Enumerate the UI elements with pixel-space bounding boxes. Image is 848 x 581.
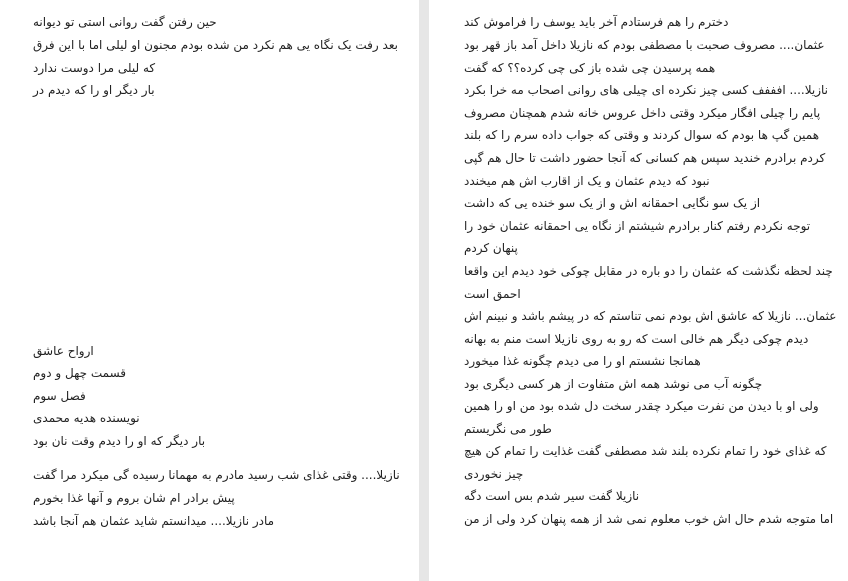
left-page: [0, 0, 419, 581]
right-page: [429, 0, 848, 581]
text-line: چند لحظه نگذشت که عثمان را دو باره در مقابل چوکی خود دیدم این واقعا: [464, 264, 833, 278]
text-line: نازیلا.... وقتی غذای شب رسید مادرم به مهمانا رسیده گی میکرد مرا گفت: [33, 468, 400, 482]
episode-label: قسمت چهل و دوم: [33, 366, 127, 380]
text-line: پیش برادر ام شان بروم و آنها غذا بخورم: [33, 491, 235, 505]
text-line: بعد رفت یک نگاه یی هم نکرد من شده بودم مجنون او لیلی اما با این فرق: [33, 38, 398, 52]
text-line: کردم برادرم خندید سپس هم کسانی که آنجا حضور داشت تا حال هم گپی: [464, 151, 826, 165]
story-title: ارواح عاشق: [33, 344, 94, 358]
text-line: بار دیگر که او را دیدم وقت نان بود: [33, 434, 206, 448]
text-line: بار دیگر او را که دیدم در: [33, 83, 155, 97]
text-line: عثمان.... مصروف صحبت با مصطفی بودم که نازیلا داخل آمد باز قهر بود: [464, 38, 825, 52]
chapter-label: فصل سوم: [33, 389, 86, 403]
text-line: از یک سو نگایی احمقانه اش و از یک سو خنده یی که داشت: [464, 196, 761, 210]
text-line: احمق است: [464, 287, 521, 301]
text-line: چگونه آب می نوشد همه اش متفاوت از هر کسی دیگری بود: [464, 377, 763, 391]
text-line: همین گپ ها بودم که سوال کردند و وقتی که جواب داده سرم را که بلند: [464, 128, 820, 142]
text-line: ولی او با دیدن من نفرت میکرد چقدر سخت دل شده بود من او را همین: [464, 399, 819, 413]
text-line: دخترم را هم فرستادم آخر باید یوسف را فراموش کند: [464, 15, 729, 29]
text-line: عثمان... نازیلا که عاشق اش بودم نمی تناستم که در پیشم باشد و نبینم اش: [464, 309, 837, 323]
text-line: نازیلا.... افففف کسی چیز نکرده ای چیلی های روانی اصحاب مه خرا بکرد: [464, 83, 829, 97]
text-line: مادر نازیلا.... میدانستم شاید عثمان هم آنجا باشد: [33, 514, 275, 528]
text-line: پایم را چیلی افگار میکرد وقتی داخل عروس خانه شدم همچنان مصروف: [464, 106, 821, 120]
text-line: همه پرسیدن چی شده باز کی چی کرده؟؟ که گفت: [464, 61, 716, 75]
text-line: توجه نکردم رفتم کنار برادرم شیشتم از نگاه یی احمقانه عثمان خود را: [464, 219, 811, 233]
text-line: نازیلا گفت سیر شدم بس است دگه: [464, 489, 640, 503]
text-line: طور می نگریستم: [464, 422, 552, 436]
author-line: نویسنده هدیه محمدی: [33, 411, 140, 425]
text-line: که غذای خود را تمام نکرده بلند شد مصطفی گفت غذایت را تمام کن هیچ: [464, 444, 827, 458]
text-line: پنهان کردم: [464, 241, 518, 255]
text-line: اما متوجه شدم حال اش خوب معلوم نمی شد از همه پنهان کرد ولی از من: [464, 512, 834, 526]
text-line: نبود که دیدم عثمان و یک از اقارب اش هم میخندد: [464, 174, 710, 188]
text-line: دیدم چوکی دیگر هم خالی است که رو به روی نازیلا است منم به بهانه: [464, 332, 809, 346]
text-line: حین رفتن گفت روانی استی تو دیوانه: [33, 15, 217, 29]
page-gutter: [419, 0, 429, 581]
text-line: که لیلی مرا دوست ندارد: [33, 61, 156, 75]
text-line: همانجا نشستم او را می دیدم چگونه غذا میخورد: [464, 354, 701, 368]
text-line: چیز نخوردی: [464, 467, 524, 481]
